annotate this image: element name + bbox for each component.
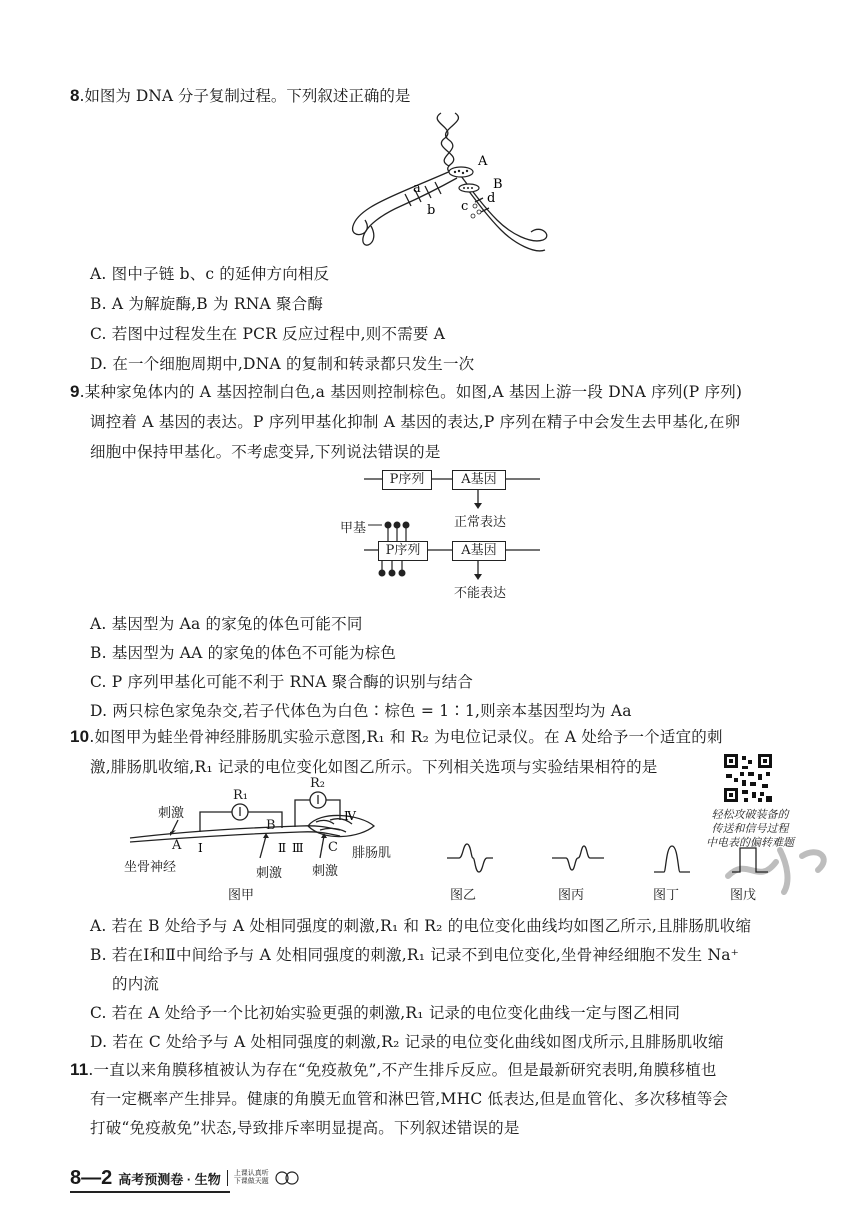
q9-option-a: A. 基因型为 Aa 的家兔的体色可能不同 [90,615,363,633]
q8-stem: 8.如图为 DNA 分子复制过程。下列叙述正确的是 [70,86,411,105]
q8-option-d: D. 在一个细胞周期中,DNA 的复制和转录都只发生一次 [90,355,475,373]
footer-logo-icon [275,1169,299,1187]
p-sequence-box-1: P序列 [382,470,432,490]
a-gene-box-2: A基因 [452,541,506,561]
svg-text:Ⅱ: Ⅱ [278,841,287,855]
figure-ding-caption: 图丁 [653,888,680,903]
sciatic-nerve-label: 坐骨神经 [124,860,177,875]
gastrocnemius-label: 腓肠肌 [352,846,392,861]
q9-option-c: C. P 序列甲基化可能不利于 RNA 聚合酶的识别与结合 [90,673,474,691]
svg-text:d: d [487,191,496,206]
q9-stem-line-2: 调控着 A 基因的表达。P 序列甲基化抑制 A 基因的表达,P 序列在精子中会发生去甲基化,在卵 [90,413,741,431]
figure-wu-caption: 图戊 [730,888,757,903]
waveform-yi [445,838,495,878]
svg-text:B: B [493,177,503,192]
q10-option-d: D. 若在 C 处给予与 A 处相同强度的刺激,R₂ 记录的电位变化曲线如图戊所示,且腓肠肌收缩 [90,1033,724,1051]
svg-text:a: a [413,181,421,196]
normal-expression-label: 正常表达 [454,515,507,530]
q10-option-b: B. 若在Ⅰ和Ⅱ中间给予与 A 处相同强度的刺激,R₁ 记录不到电位变化,坐骨神经细胞不发生 Na⁺ [90,946,740,964]
svg-text:Ⅲ: Ⅲ [292,841,304,855]
q11-stem-line-2: 有一定概率产生排异。健康的角膜无血管和淋巴管,MHC 低表达,但是血管化、多次移植等会 [90,1090,729,1108]
q10-stem-line-2: 激,腓肠肌收缩,R₁ 记录的电位变化如图乙所示。下列相关选项与实验结果相符的是 [90,758,658,776]
footer-rule [70,1191,230,1193]
nerve-muscle-figure [120,776,410,903]
no-expression-label: 不能表达 [454,586,507,601]
svg-text:c: c [461,199,469,214]
footer-page-number: 8—2 [70,1166,113,1189]
point-a-label: A [172,838,182,853]
svg-text:A: A [478,154,488,169]
waveform-wu [730,838,770,878]
waveform-ding [652,838,692,878]
waveform-bing [550,838,606,878]
a-gene-box-1: A基因 [452,470,506,490]
q10-option-c: C. 若在 A 处给予一个比初始实验更强的刺激,R₁ 记录的电位变化曲线一定与图乙相同 [90,1004,681,1022]
q10-number: 10 [70,727,90,746]
figure-bing-caption: 图丙 [558,888,585,903]
p-sequence-box-2: P序列 [378,541,428,561]
footer-title: 高考预测卷 · 生物 [118,1171,221,1187]
q9-stem-line-1: 9.某种家兔体内的 A 基因控制白色,a 基因则控制棕色。如图,A 基因上游一段 DNA 序列(P 序列) [70,382,743,401]
point-b-label: B [266,818,276,833]
q8-option-a: A. 图中子链 b、c 的延伸方向相反 [90,265,330,283]
point-c-label: C [328,840,338,855]
svg-text:b: b [427,203,436,218]
r2-label: R₂ [310,776,325,791]
methyl-label: 甲基 [340,521,367,536]
qr-code-icon[interactable] [722,752,774,804]
r1-label: R₁ [233,788,248,803]
q10-option-a: A. 若在 B 处给予与 A 处相同强度的刺激,R₁ 和 R₂ 的电位变化曲线均如图乙所示,且腓肠肌收缩 [90,917,752,935]
footer [70,1165,299,1191]
q10-stem-line-1: 10.如图甲为蛙坐骨神经腓肠肌实验示意图,R₁ 和 R₂ 为电位记录仪。在 A 处给予一个适宜的刺 [70,727,723,746]
stimulus-label-3: 刺激 [312,864,339,879]
footer-slogan: 上课认真听 下课做天题 [233,1170,269,1185]
stimulus-label-1: 刺激 [158,806,185,821]
methylation-figure [340,465,560,605]
q8-option-b: B. A 为解旋酶,B 为 RNA 聚合酶 [90,295,324,313]
q9-number: 9 [70,382,80,401]
qr-caption: 轻松攻破装备的 传送和信号过程 中电表的偏转难题 [706,808,794,849]
q8-option-c: C. 若图中过程发生在 PCR 反应过程中,则不需要 A [90,325,446,343]
figure-yi-caption: 图乙 [450,888,477,903]
q9-stem-line-3: 细胞中保持甲基化。不考虑变异,下列说法错误的是 [90,443,441,461]
svg-text:Ⅰ: Ⅰ [198,841,203,855]
q9-option-d: D. 两只棕色家兔杂交,若子代体色为白色∶棕色 = 1∶1,则亲本基因型均为 Aa [90,702,632,720]
q9-option-b: B. 基因型为 AA 的家兔的体色不可能为棕色 [90,644,397,662]
figure-jia-caption: 图甲 [228,888,255,903]
dna-replication-figure [345,108,555,263]
footer-divider [227,1170,228,1186]
q8-number: 8 [70,86,80,105]
q11-number: 11 [70,1060,89,1079]
svg-text:Ⅳ: Ⅳ [344,809,356,823]
stimulus-label-2: 刺激 [256,866,283,881]
q11-stem-line-3: 打破“免疫赦免”状态,导致排斥率明显提高。下列叙述错误的是 [90,1119,520,1137]
q10-option-b-cont: 的内流 [112,975,160,993]
q11-stem-line-1: 11.一直以来角膜移植被认为存在“免疫赦免”,不产生排斥反应。但是最新研究表明,角膜移植也 [70,1060,717,1079]
